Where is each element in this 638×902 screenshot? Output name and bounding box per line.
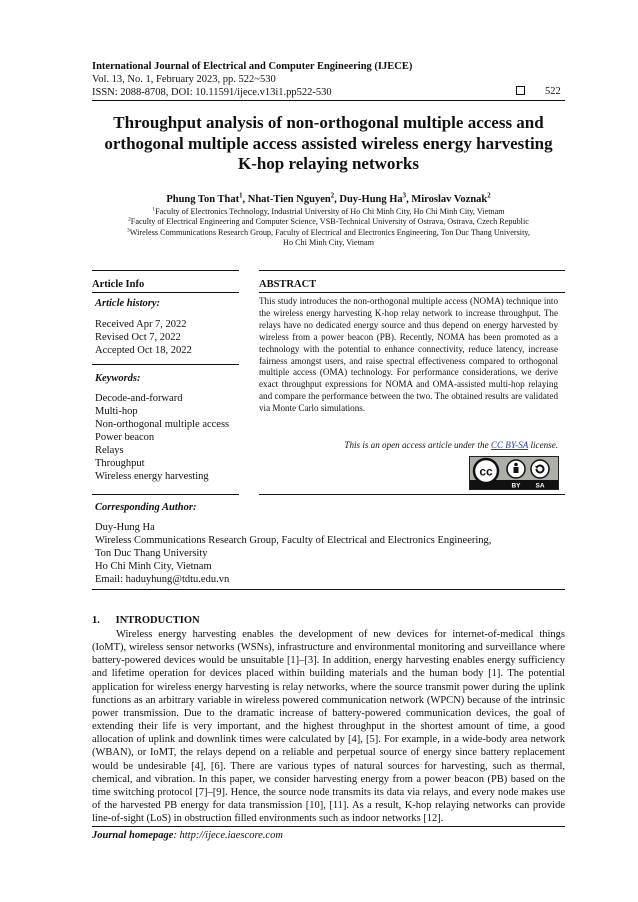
svg-text:BY: BY	[511, 482, 521, 489]
author: Duy-Hung Ha$^3$	[339, 192, 407, 205]
keyword: Non-orthogonal multiple access	[95, 419, 230, 430]
corresponding-university: Ton Duc Thang University	[95, 548, 208, 559]
keywords-rule	[92, 494, 239, 495]
affiliation: $^1$Faculty of Electronics Technology, Industrial University of Ho Chi Minh City, Ho Chi Minh City, Vietnam	[152, 206, 505, 216]
keywords-heading: Keywords:	[95, 373, 141, 384]
square-icon	[516, 86, 525, 95]
affiliation: Ho Chi Minh City, Vietnam	[283, 238, 374, 248]
title-line: Throughput analysis of non-orthogonal multiple access and	[113, 113, 544, 132]
article-info-heading: Article Info	[92, 279, 145, 290]
history-item: Received Apr 7, 2022	[95, 319, 187, 330]
keyword: Throughput	[95, 458, 145, 469]
corresponding-info	[95, 521, 560, 586]
cc-by-sa-icon	[470, 457, 558, 489]
intro-paragraph: Wireless energy harvesting enables the development of new devices for internet-of-medical things (IoMT), wireless sensor networks (WSNs), infrastructure and environmental monitoring and surveillance where battery-powered devices would be unsuitable [1]–[3]. In addition, energy harvesting enables energy sufficiency and lifetime operation for devices placed within building materials and the human body [1]. The potential application for wireless energy harvesting is relay networks, where the source transmit power during the uplink functions as an arbitrary variable in wireless powered communication network (WPCN) because of the intrinsic power transmission. Due to the dramatic increase of battery-powered communication devices, the goal of extending their life is very important, and the highest throughput in the shortest amount of time, a good allocation of uplink and downlink times were calculated by [4], [5]. For example, in a wide-body area network (WBAN), or IoMT, the relays depend on a reliable and perpetual source of energy since battery replacement would be undesirable [4], [6]. There are various types of natural sources for harvesting, such as thermal, chemical, and vibration. In this paper, we consider harvesting energy from a power beacon (PB) based on the time switching protocol [7]–[9]. Hence, the source node transmits its data via relays, and every node makes use of the harvested PB energy for data transmission [10], [11]. As a result, K-hop relaying networks can provide line-of-sight (LoS) in obstruction filled environments such as indoor networks [12].	[92, 629, 565, 825]
corresponding-city: Ho Chi Minh City, Vietnam	[95, 561, 212, 572]
journal-name: International Journal of Electrical and Computer Engineering (IJECE)	[92, 61, 413, 72]
cc-by-sa-badge[interactable]	[469, 456, 559, 490]
author: Nhat-Tien Nguyen$^2$	[247, 192, 335, 205]
affiliation: $^2$Faculty of Electrical Engineering and Computer Science, VSB-Technical University of Ostrava, Ostrava, Czech Republic	[128, 216, 529, 227]
history-item: Accepted Oct 18, 2022	[95, 345, 192, 356]
corresponding-email[interactable]: Email: haduyhung@tdtu.edu.vn	[95, 574, 230, 585]
abstract-bottom-rule	[259, 494, 565, 495]
abstract-heading: ABSTRACT	[259, 279, 317, 290]
keyword-list	[95, 392, 229, 483]
svg-text:SA: SA	[535, 482, 545, 489]
title-line: K-hop relaying networks	[237, 154, 420, 173]
abstract-sub-rule	[259, 292, 565, 293]
article-info-sub-rule	[92, 292, 239, 293]
corresponding-affiliation: Wireless Communications Research Group, Faculty of Electrical and Electronics Engineering,	[95, 535, 492, 546]
affiliation: $^3$Wireless Communications Research Group, Faculty of Electrical and Electronics Engineering, Ton Duc Thang University,	[127, 227, 530, 237]
article-info-top-rule	[92, 270, 239, 271]
keyword: Decode-and-forward	[95, 393, 183, 404]
history-rule	[92, 364, 239, 365]
intro-heading: 1. INTRODUCTION	[92, 615, 200, 626]
history-heading: Article history:	[95, 298, 161, 309]
svg-text:cc: cc	[479, 464, 493, 479]
keyword: Power beacon	[95, 432, 155, 443]
abstract-top-rule	[259, 270, 565, 271]
open-access-note: This is an open access article under the CC BY-SA license.	[344, 440, 558, 450]
affiliations	[92, 207, 565, 249]
volume-line: Vol. 13, No. 1, February 2023, pp. 522~530	[92, 74, 276, 85]
corresponding-heading: Corresponding Author:	[95, 502, 197, 513]
footer-rule	[92, 826, 565, 827]
author: Phung Ton That$^1$	[166, 192, 243, 205]
author-list: Phung Ton That$^1$, Nhat-Tien Nguyen$^2$, Duy-Hung Ha$^3$, Miroslav Voznak$^2$	[166, 192, 491, 205]
author: Miroslav Voznak$^2$	[411, 192, 491, 205]
page-number-block	[516, 86, 561, 97]
page-number: 522	[545, 86, 561, 97]
corresponding-name: Duy-Hung Ha	[95, 522, 155, 533]
license-link[interactable]: CC BY-SA	[490, 440, 529, 450]
history-item: Revised Oct 7, 2022	[95, 332, 181, 343]
corresponding-rule	[92, 589, 565, 590]
keyword: Relays	[95, 445, 124, 456]
issn-line: ISSN: 2088-8708, DOI: 10.11591/ijece.v13i1.pp522-530	[92, 87, 332, 98]
journal-homepage[interactable]: Journal homepage: http://ijece.iaescore.com	[92, 830, 283, 841]
keyword: Wireless energy harvesting	[95, 471, 209, 482]
header-rule	[92, 100, 565, 101]
paper-title	[92, 113, 565, 175]
history-list	[95, 318, 192, 357]
intro-body	[92, 628, 565, 825]
keyword: Multi-hop	[95, 406, 138, 417]
title-line: orthogonal multiple access assisted wireless energy harvesting	[104, 133, 553, 153]
abstract-text: This study introduces the non-orthogonal multiple access (NOMA) technique into the wireless energy harvesting K-hop relay network to increase throughput. The relays have no dedicated energy source and thus depend on energy harvested by wireless from a power beacon (PB). Recently, NOMA has been promoted as a technology with the potential to enhance connectivity, reduce latency, increase fairness amongst users, and raise spectral effectiveness compared to orthogonal multiple access (OMA) technology. For performance considerations, we derive exact throughput expressions for NOMA and OMA-assisted multi-hop relaying and compare the performance between the two. The obtained results are validated via Monte Carlo simulations.	[259, 296, 558, 414]
